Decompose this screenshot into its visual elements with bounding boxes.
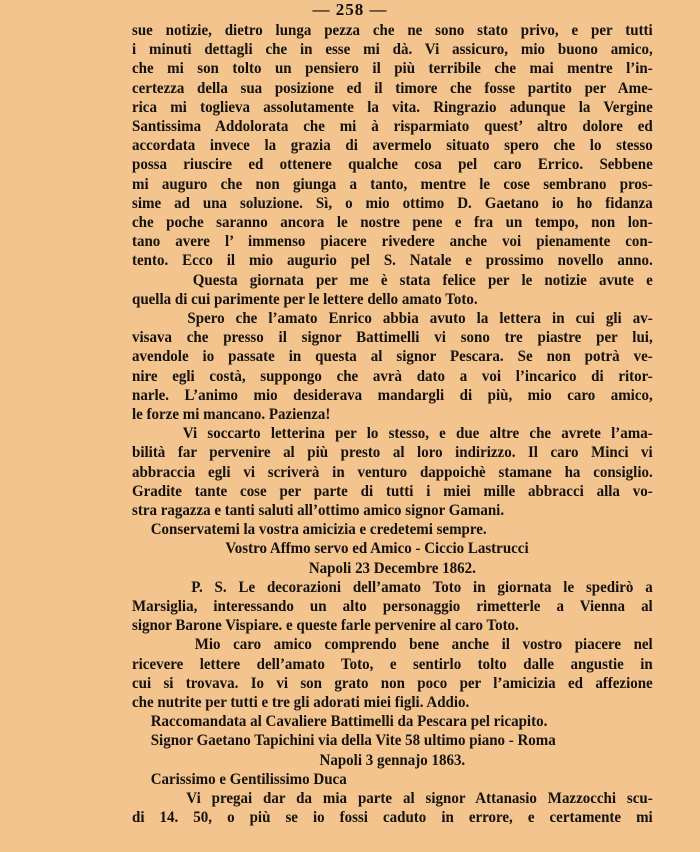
text-line: nire egli costà, suppongo che avrà dato a voi l’incarico di ritor- [132,365,653,385]
text-line: ricevere lettere dell’amato Toto, e sentirlo tolto dalle angustie in [132,653,653,673]
text-line: Vi soccarto letterina per lo stesso, e due altre che avrete l’ama- [132,423,653,443]
text-line: stra ragazza e tanti saluti all’ottimo amico signor Gamani. [132,500,505,519]
text-line: i minuti dettagli che in esse mi dà. Vi assicuro, mio buono amico, [132,39,653,59]
text-line: visava che presso il signor Battimelli vi sono tre piastre per lui, [132,327,653,347]
text-line: tano avere l’ immenso piacere rivedere anche voi pienamente con- [132,231,653,251]
text-line: narle. L’animo mio desiderava mandargli di più, mio caro amico, [132,384,653,404]
text-line: quella di cui parimente per le lettere dello amato Toto. [132,288,478,308]
text-line: P. S. Le decorazioni dell’amato Toto in giornata le spedirò a [132,576,653,596]
text-line: Raccomandata al Cavaliere Battimelli da Pescara pel ricapito. [132,711,548,731]
text-line: di 14. 50, o più se io fossi caduto in errore, e certamente mi [132,807,653,827]
text-line: bilità far pervenire al più presto al loro indirizzo. Il caro Minci vi [132,442,653,462]
text-line: Carissimo e Gentilissimo Duca [132,768,347,788]
text-line: Napoli 23 Decembre 1862. [308,557,476,577]
text-line: possa riuscire ed ottenere qualche cosa pel caro Errico. Sebbene [132,154,653,174]
page-number: — 258 — [312,0,388,19]
text-line: Santissima Addolorata che mi à risparmiato quest’ altro dolore ed [132,116,653,135]
text-line: tento. Ecco il mio augurio pel S. Natale e prossimo novello anno. [132,250,653,270]
text-line: abbraccia egli vi scriverà in venturo dappoichè stamane ha consiglio. [132,461,653,481]
text-line: Signor Gaetano Tapichini via della Vite 58 ultimo piano - Roma [132,730,556,750]
text-line: rica mi toglieva assolutamente la vita. Ringrazio adunque la Vergine [132,96,653,116]
text-line: Conservatemi la vostra amicizia e credetemi sempre. [132,519,487,539]
text-line: Napoli 3 gennajo 1863. [319,749,466,769]
text-line: certezza della sua posizione ed il timore che fosse partito per Ame- [132,77,653,97]
text-line: Questa giornata per me è stata felice per le notizie avute e [132,269,653,289]
text-line: sime ad una soluzione. Sì, o mio ottimo D. Gaetano io ho fidanza [132,192,653,212]
text-line: che poche saranno ancora le nostre pene e fra un tempo, non lon- [132,212,653,231]
text-line: sue notizie, dietro lunga pezza che ne sono stato privo, e per tutti [132,20,653,39]
text-line: accordata invece la grazia di avermelo situato spero che lo stesso [132,135,653,155]
text-line: Gradite tante cose per parte di tutti i miei mille abbracci alla vo- [132,480,653,500]
text-line: avendole io passate in questa al signor Pescara. Se non potrà ve- [132,346,653,366]
text-line: Marsiglia, interessando un alto personaggio rimetterle a Vienna al [132,596,653,615]
text-line: le forze mi mancano. Pazienza! [132,404,331,423]
text-line: signor Barone Vispiare. e queste farle pervenire al caro Toto. [132,615,519,635]
text-line: che nutrite per tutti e tre gli adorati miei figli. Addio. [132,692,470,711]
text-line: che mi son tolto un pensiero il più terribile che mai mentre l’in- [132,58,653,78]
text-line: Vi pregai dar da mia parte al signor Attanasio Mazzocchi scu- [132,788,653,807]
text-line: mi auguro che non giunga a tanto, mentre le cose sembrano pros- [132,173,653,193]
text-line: Spero che l’amato Enrico abbia avuto la lettera in cui gli av- [132,308,653,327]
text-line: Vostro Affmo servo ed Amico - Ciccio Lastrucci [132,538,529,558]
text-line: Mio caro amico comprendo bene anche il vostro piacere nel [132,634,653,654]
text-line: cui si trovava. Io vi son grato non poco per l’amicizia ed affezione [132,672,653,692]
